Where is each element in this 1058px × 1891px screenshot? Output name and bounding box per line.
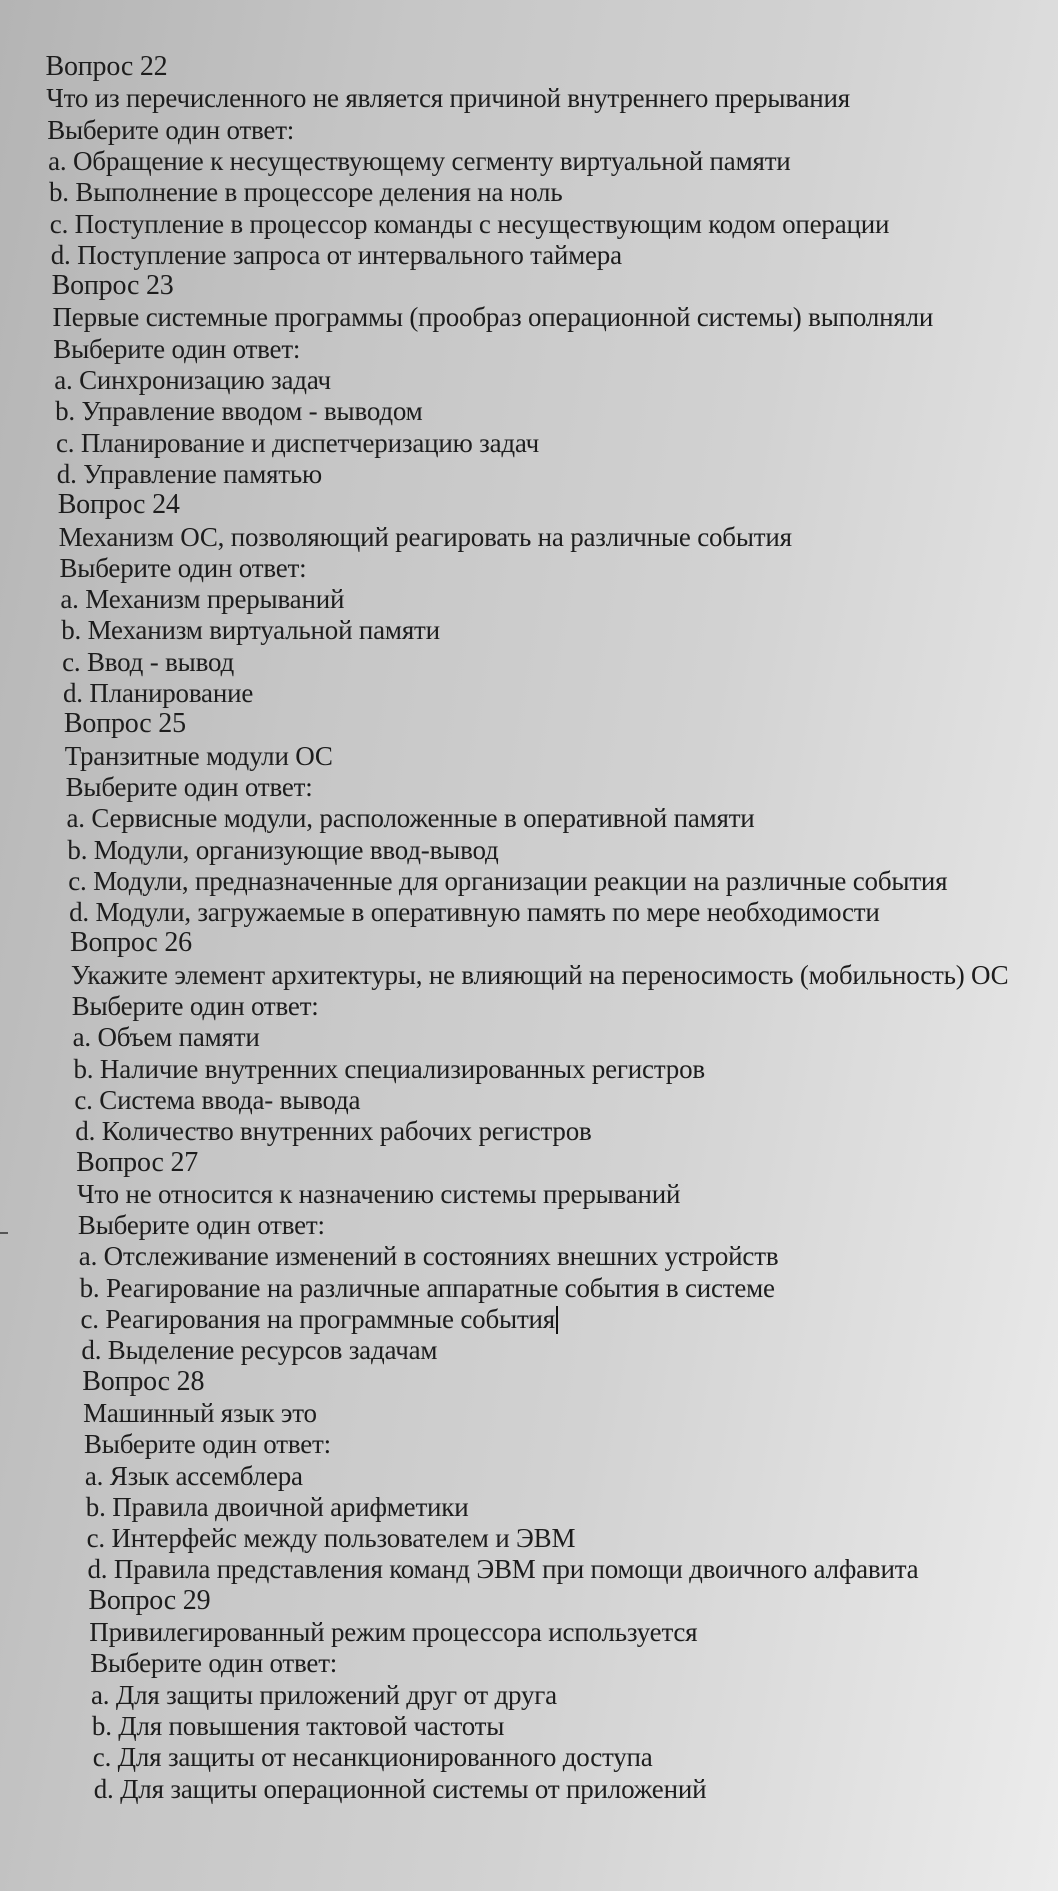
answer-option-text: a. Синхронизацию задач xyxy=(54,365,331,395)
answer-option[interactable] xyxy=(94,1774,707,1804)
answer-option[interactable] xyxy=(75,1116,591,1146)
answer-option-text: d. Для защиты операционной системы от приложений xyxy=(93,1773,707,1804)
answer-option-text: b. Наличие внутренних специализированных регистров xyxy=(73,1053,705,1084)
answer-option-text: a. Для защиты приложений друг от друга xyxy=(91,1679,557,1710)
answer-option-text: a. Механизм прерываний xyxy=(60,584,345,615)
answer-option[interactable] xyxy=(60,584,344,614)
answer-option-text: d. Поступление запроса от интервального таймера xyxy=(50,239,622,270)
question-prompt-text: Что из перечисленного не является причиной внутреннего прерывания xyxy=(46,83,851,114)
text-cursor xyxy=(556,1306,558,1334)
question-title-text: Вопрос 23 xyxy=(51,270,174,302)
answer-option[interactable] xyxy=(74,1054,705,1084)
question-title-text: Вопрос 22 xyxy=(45,51,168,82)
answer-option-text: c. Планирование и диспетчеризацию задач xyxy=(56,427,539,458)
question-title xyxy=(76,1148,198,1178)
answer-instruction-text: Выберите один ответ: xyxy=(65,771,313,802)
answer-option-text: c. Реагирования на программные события xyxy=(80,1304,556,1334)
answer-option[interactable] xyxy=(62,647,234,677)
answer-instruction-text: Выберите один ответ: xyxy=(47,114,295,145)
answer-option-text: b. Реагирование на различные аппаратные события в системе xyxy=(79,1272,775,1303)
answer-option-text: b. Механизм виртуальной памяти xyxy=(61,615,440,646)
answer-option[interactable] xyxy=(54,365,331,395)
question-prompt xyxy=(65,741,333,771)
question-prompt-text: Что не относится к назначению системы прерываний xyxy=(77,1178,681,1209)
answer-option[interactable] xyxy=(49,177,562,207)
question-prompt xyxy=(71,960,1009,990)
question-prompt xyxy=(59,522,792,552)
answer-instruction xyxy=(72,991,319,1021)
question-prompt-text: Транзитные модули ОС xyxy=(64,740,333,771)
answer-option-text: d. Модули, загружаемые в оперативную память по мере необходимости xyxy=(69,897,880,928)
question-title xyxy=(88,1586,210,1616)
question-title-text: Вопрос 29 xyxy=(88,1584,211,1616)
answer-option-text: c. Интерфейс между пользователем и ЭВМ xyxy=(86,1523,576,1554)
answer-instruction-text: Выберите один ответ: xyxy=(53,333,301,364)
question-prompt xyxy=(53,302,934,332)
answer-option[interactable] xyxy=(80,1273,775,1303)
answer-option[interactable] xyxy=(85,1461,303,1491)
answer-option-text: a. Сервисные модули, расположенные в оперативной памяти xyxy=(66,803,755,834)
answer-instruction-text: Выберите один ответ: xyxy=(71,991,319,1021)
question-title-text: Вопрос 27 xyxy=(76,1146,199,1178)
answer-option[interactable] xyxy=(51,240,622,270)
answer-option[interactable] xyxy=(93,1742,653,1772)
question-title-text: Вопрос 24 xyxy=(57,489,180,521)
question-title xyxy=(64,709,186,739)
answer-option-text: c. Для защиты от несанкционированного доступа xyxy=(92,1742,653,1773)
answer-instruction xyxy=(60,553,307,583)
answer-instruction xyxy=(84,1429,331,1459)
question-title-text: Вопрос 26 xyxy=(70,927,192,959)
question-title-text: Вопрос 28 xyxy=(82,1365,205,1397)
answer-instruction xyxy=(53,334,300,364)
question-prompt xyxy=(83,1398,317,1428)
answer-option[interactable] xyxy=(92,1711,504,1741)
margin-mark xyxy=(0,1232,8,1234)
answer-option-text: a. Обращение к несуществующему сегменту виртуальной памяти xyxy=(48,145,791,176)
answer-option[interactable] xyxy=(73,1022,260,1052)
answer-option-text: c. Поступление в процессор команды с несуществующим кодом операции xyxy=(49,208,890,239)
answer-instruction xyxy=(90,1648,337,1678)
answer-instruction-text: Выберите один ответ: xyxy=(59,552,307,583)
answer-option-text: a. Объем памяти xyxy=(72,1022,260,1053)
answer-instruction-text: Выберите один ответ: xyxy=(77,1210,325,1241)
answer-option[interactable] xyxy=(48,146,790,176)
answer-option-text: c. Система ввода- вывода xyxy=(74,1084,361,1115)
question-title xyxy=(58,490,180,520)
answer-option-text: b. Для повышения тактовой частоты xyxy=(91,1710,505,1741)
answer-option[interactable] xyxy=(91,1680,557,1710)
question-prompt-text: Механизм ОС, позволяющий реагировать на различные события xyxy=(58,521,792,552)
answer-option-text: d. Планирование xyxy=(63,678,254,708)
answer-option-text: a. Язык ассемблера xyxy=(84,1460,303,1491)
answer-option[interactable] xyxy=(81,1304,559,1334)
answer-instruction xyxy=(78,1210,325,1240)
answer-option[interactable] xyxy=(55,396,422,426)
answer-option[interactable] xyxy=(86,1492,469,1522)
question-prompt-text: Укажите элемент архитектуры, не влияющий на переносимость (мобильность) ОС xyxy=(70,959,1009,990)
question-prompt-text: Первые системные программы (прообраз операционной системы) выполняли xyxy=(52,302,934,333)
answer-option-text: d. Управление памятью xyxy=(56,458,322,489)
answer-option-text: d. Количество внутренних рабочих регистров xyxy=(75,1116,592,1147)
answer-option-text: b. Правила двоичной арифметики xyxy=(85,1491,469,1522)
answer-option-text: d. Правила представления команд ЭВМ при помощи двоичного алфавита xyxy=(87,1554,919,1585)
answer-option[interactable] xyxy=(61,615,440,645)
question-title xyxy=(52,271,174,301)
question-prompt xyxy=(46,83,850,113)
answer-option[interactable] xyxy=(57,459,322,489)
question-prompt-text: Привилегированный режим процессора используется xyxy=(89,1617,698,1647)
answer-option-text: a. Отслеживание изменений в состояниях внешних устройств xyxy=(78,1241,779,1272)
answer-instruction-text: Выберите один ответ: xyxy=(84,1429,331,1460)
answer-option[interactable] xyxy=(74,1085,360,1115)
answer-option[interactable] xyxy=(81,1335,437,1365)
answer-option-text: c. Модули, предназначенные для организации реакции на различные события xyxy=(68,865,948,896)
question-title xyxy=(82,1367,204,1397)
question-prompt xyxy=(77,1179,680,1209)
question-title-text: Вопрос 25 xyxy=(63,708,186,740)
answer-option[interactable] xyxy=(79,1241,779,1271)
question-title xyxy=(70,928,192,958)
answer-instruction xyxy=(47,115,294,145)
answer-option-text: c. Ввод - вывод xyxy=(62,646,235,677)
answer-option-text: b. Модули, организующие ввод-вывод xyxy=(67,834,499,865)
answer-option[interactable] xyxy=(56,428,539,458)
answer-option[interactable] xyxy=(67,803,755,833)
answer-option-text: b. Выполнение в процессоре деления на ноль xyxy=(49,177,563,208)
question-prompt-text: Машинный язык это xyxy=(83,1397,317,1428)
answer-option-text: d. Выделение ресурсов задачам xyxy=(81,1335,438,1366)
answer-option[interactable] xyxy=(50,209,889,239)
answer-option[interactable] xyxy=(88,1554,919,1584)
question-title xyxy=(46,52,168,82)
answer-option[interactable] xyxy=(69,897,880,927)
answer-instruction-text: Выберите один ответ: xyxy=(90,1648,338,1679)
answer-instruction xyxy=(66,772,313,802)
answer-option[interactable] xyxy=(87,1523,576,1553)
question-prompt xyxy=(89,1617,697,1647)
answer-option[interactable] xyxy=(63,678,253,708)
answer-option[interactable] xyxy=(68,866,947,896)
answer-option[interactable] xyxy=(67,835,498,865)
answer-option-text: b. Управление вводом - выводом xyxy=(55,396,423,427)
